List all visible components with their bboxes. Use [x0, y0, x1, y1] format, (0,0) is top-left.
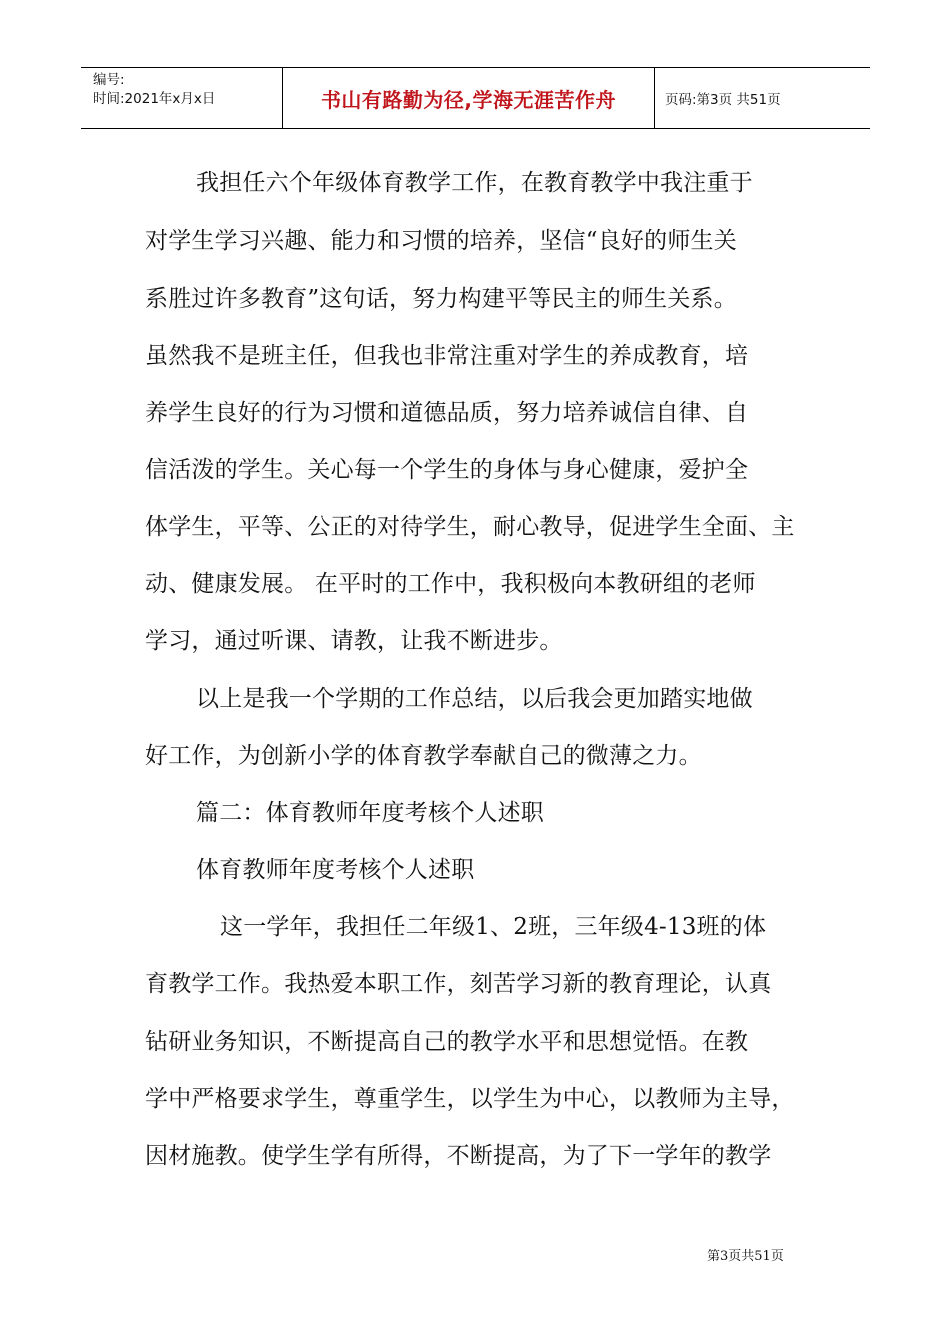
paragraph-line: 信活泼的学生。关心每一个学生的身体与身心健康，爱护全	[145, 457, 749, 483]
header-page-info: 页码:第3页 共51页	[665, 92, 781, 108]
section-title: 体育教师年度考核个人述职	[196, 857, 475, 883]
header-motto: 书山有路勤为径,学海无涯苦作舟	[282, 68, 655, 128]
paragraph-line: 以上是我一个学期的工作总结，以后我会更加踏实地做	[196, 686, 753, 712]
paragraph-line: 养学生良好的行为习惯和道德品质，努力培养诚信自律、自	[145, 400, 749, 426]
paragraph-line: 好工作，为创新小学的体育教学奉献自己的微薄之力。	[145, 743, 702, 769]
page-header	[81, 67, 870, 129]
paragraph-line: 学习，通过听课、请教，让我不断进步。	[145, 628, 563, 654]
paragraph-line: 育教学工作。我热爱本职工作，刻苦学习新的教育理论，认真	[145, 971, 772, 997]
page-footer: 第3页共51页	[707, 1249, 784, 1264]
paragraph-line: 对学生学习兴趣、能力和习惯的培养，坚信“良好的师生关	[145, 228, 737, 254]
header-meta	[81, 68, 282, 128]
document-number-label: 编号:	[93, 72, 125, 88]
paragraph-line: 这一学年，我担任二年级1、2班，三年级4-13班的体	[220, 914, 767, 940]
paragraph-line: 学中严格要求学生，尊重学生，以学生为中心，以教师为主导，	[145, 1086, 795, 1112]
paragraph-line: 我担任六个年级体育教学工作，在教育教学中我注重于	[196, 170, 753, 196]
paragraph-line: 动、健康发展。 在平时的工作中，我积极向本教研组的老师	[145, 571, 756, 597]
paragraph-line: 系胜过许多教育”这句话，努力构建平等民主的师生关系。	[145, 286, 737, 312]
paragraph-line: 钻研业务知识，不断提高自己的教学水平和思想觉悟。在教	[145, 1029, 749, 1055]
section-heading: 篇二：体育教师年度考核个人述职	[196, 800, 544, 826]
paragraph-line: 体学生，平等、公正的对待学生，耐心教导，促进学生全面、主	[145, 514, 795, 540]
paragraph-line: 因材施教。使学生学有所得，不断提高，为了下一学年的教学	[145, 1143, 772, 1169]
document-time-label: 时间:2021年x月x日	[93, 91, 216, 107]
paragraph-line: 虽然我不是班主任，但我也非常注重对学生的养成教育，培	[145, 343, 749, 369]
